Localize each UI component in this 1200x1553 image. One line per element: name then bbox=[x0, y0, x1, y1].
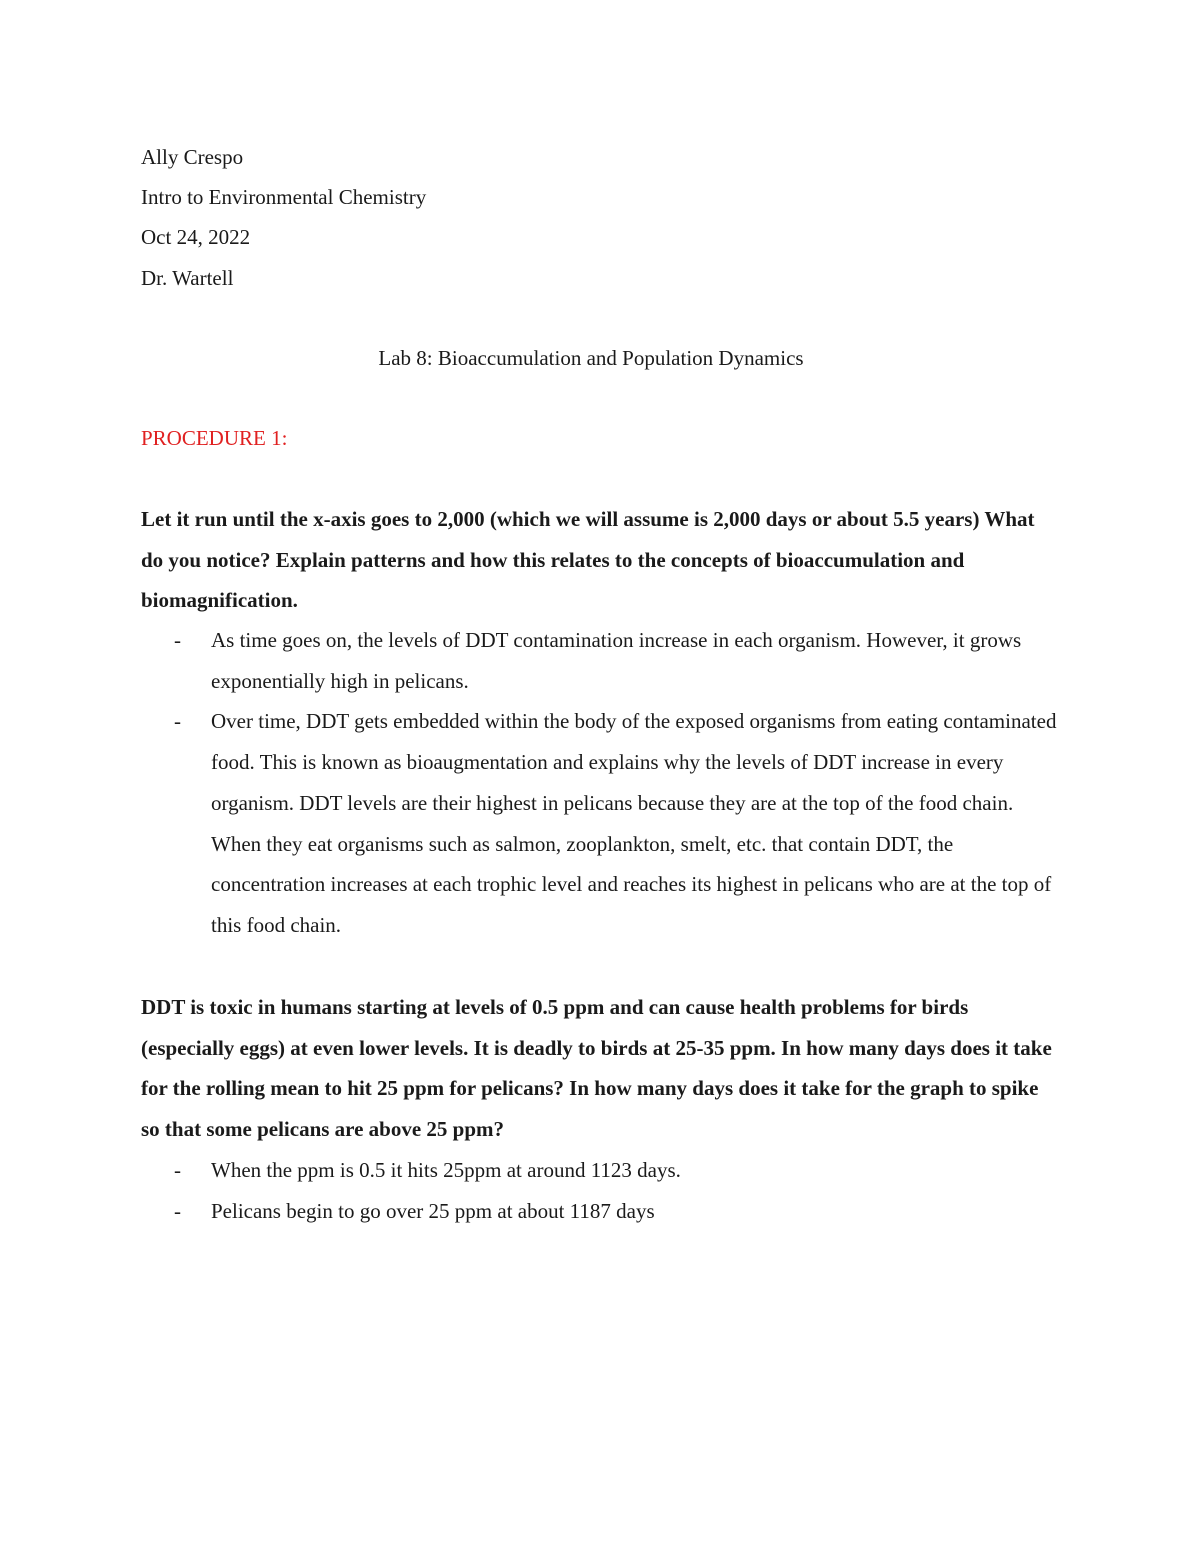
question-1: Let it run until the x-axis goes to 2,000 (which we will assume is 2,000 days or about 5.5 years) What do you notice? Explain patterns and how this relates to the concepts of bioaccumulation and biomagnification. bbox=[141, 507, 1035, 613]
answer-list-1 bbox=[141, 620, 1061, 946]
answer-text: As time goes on, the levels of DDT contamination increase in each organism. However, it grows exponentially high in pelicans. bbox=[211, 628, 1022, 693]
bullet-marker: - bbox=[174, 628, 181, 652]
answer-item bbox=[141, 1150, 1061, 1191]
bullet-marker: - bbox=[174, 1198, 181, 1223]
course-name: Intro to Environmental Chemistry bbox=[141, 185, 427, 209]
instructor-name: Dr. Wartell bbox=[141, 266, 234, 290]
bullet-marker: - bbox=[174, 1158, 181, 1182]
answer-text: When the ppm is 0.5 it hits 25ppm at around 1123 days. bbox=[211, 1158, 681, 1182]
answer-item bbox=[141, 1191, 1061, 1232]
document-date: Oct 24, 2022 bbox=[141, 225, 251, 249]
question-2: DDT is toxic in humans starting at levels of 0.5 ppm and can cause health problems for birds (especially eggs) at even lower levels. It is deadly to birds at 25-35 ppm. In how many days does it take for the rolling mean to hit 25 ppm for pelicans? In how many days does it take for the graph to spike so that some pelicans are above 25 ppm? bbox=[141, 995, 1052, 1142]
answer-item bbox=[141, 620, 1061, 701]
answer-list-2 bbox=[141, 1150, 1061, 1231]
procedure-heading: PROCEDURE 1: bbox=[141, 426, 288, 450]
answer-item bbox=[141, 701, 1061, 945]
answer-text: Over time, DDT gets embedded within the body of the exposed organisms from eating contaminated food. This is known as bioaugmentation and explains why the levels of DDT increase in every organism. DDT levels are their highest in pelicans because they are at the top of the food chain. When they eat organisms such as salmon, zooplankton, smelt, etc. that contain DDT, the concentration increases at each trophic level and reaches its highest in pelicans who are at the top of this food chain. bbox=[211, 709, 1057, 937]
author-name: Ally Crespo bbox=[141, 145, 244, 169]
answer-text: Pelicans begin to go over 25 ppm at about 1187 days bbox=[211, 1198, 655, 1223]
bullet-marker: - bbox=[174, 709, 181, 734]
document-title: Lab 8: Bioaccumulation and Population Dynamics bbox=[378, 346, 804, 370]
